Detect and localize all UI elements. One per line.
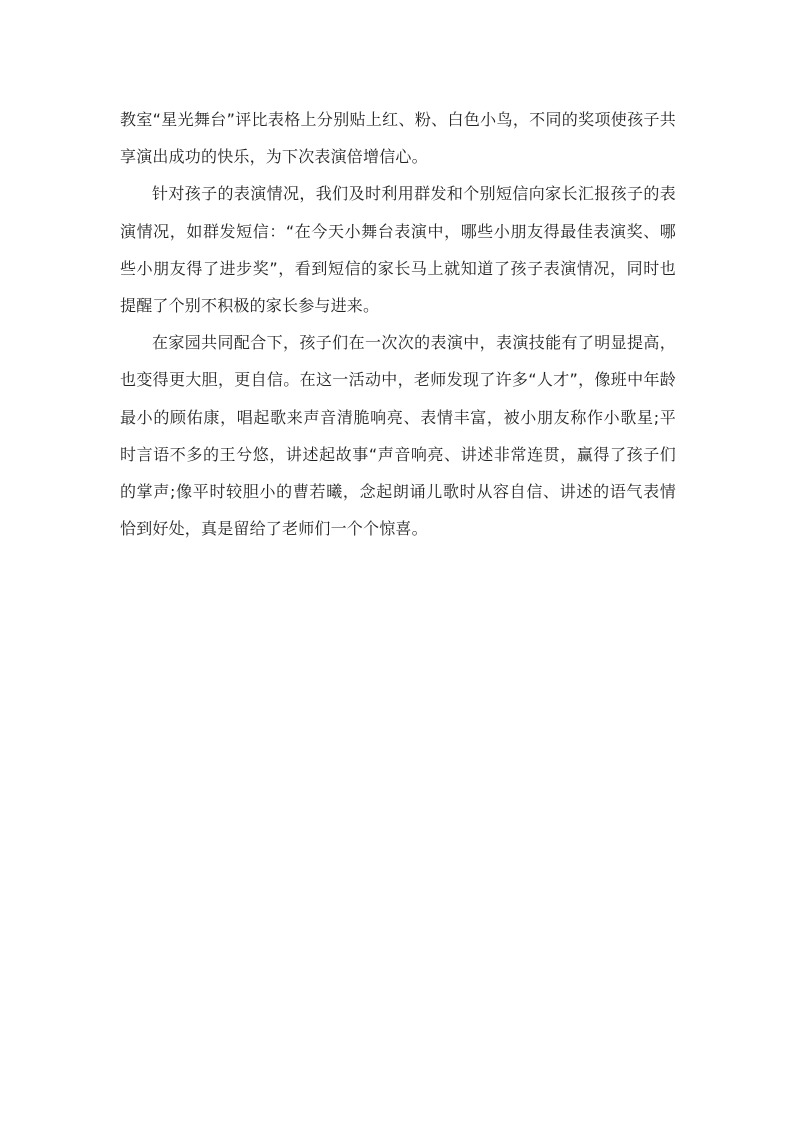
- paragraph-2: 针对孩子的表演情况，我们及时利用群发和个别短信向家长汇报孩子的表演情况，如群发短信：“在今天小舞台表演中，哪些小朋友得最佳表演奖、哪些小朋友得了进步奖”，看到短信的家长马上就知道了孩子表演情况，同时也提醒了个别不积极的家长参与进来。: [120, 184, 676, 316]
- paragraph-1: 教室“星光舞台”评比表格上分别贴上红、粉、白色小鸟，不同的奖项使孩子共享演出成功的快乐，为下次表演倍增信心。: [120, 110, 676, 167]
- paragraph-3: 在家园共同配合下，孩子们在一次次的表演中，表演技能有了明显提高，也变得更大胆，更自信。在这一活动中，老师发现了许多“人才”，像班中年龄最小的顾佑康，唱起歌来声音清脆响亮、表情丰富，被小朋友称作小歌星;平时言语不多的王兮悠，讲述起故事“声音响亮、讲述非常连贯，赢得了孩子们的掌声;像平时较胆小的曹若曦，念起朗诵儿歌时从容自信、讲述的语气表情恰到好处，真是留给了老师们一个个惊喜。: [120, 333, 676, 539]
- document-body: [120, 101, 676, 547]
